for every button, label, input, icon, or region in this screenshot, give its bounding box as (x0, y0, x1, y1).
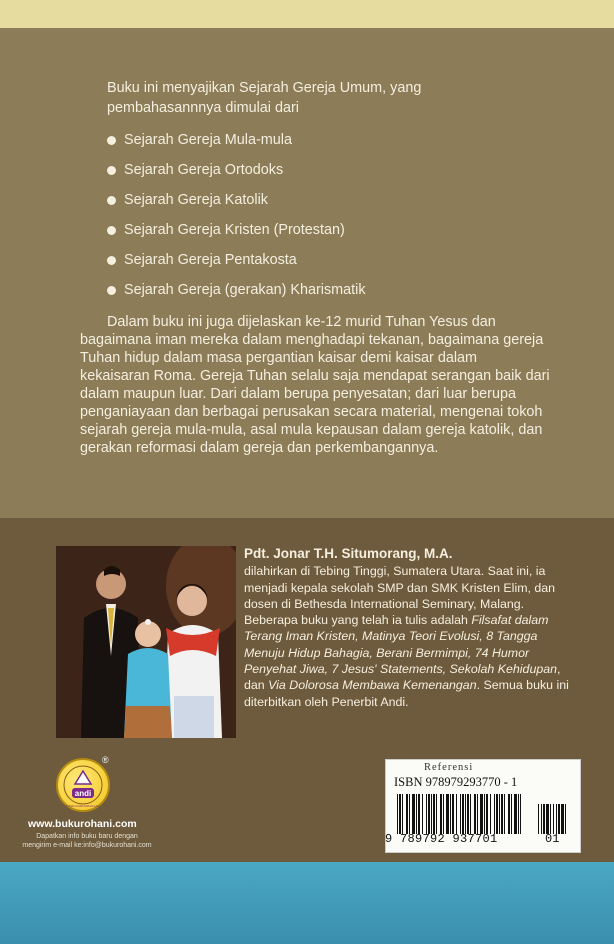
barcode-bar (406, 794, 408, 834)
barcode-bar (431, 794, 432, 834)
barcode-bar (474, 794, 476, 834)
list-item: Sejarah Gereja Ortodoks (107, 160, 366, 190)
website-link[interactable]: www.bukurohani.com (28, 818, 137, 830)
photo-illustration (56, 546, 236, 738)
barcode-bar (550, 804, 551, 834)
barcode-bar (470, 794, 471, 834)
barcode-bar (556, 804, 557, 834)
author-book-list: Filsafat dalam Terang Iman Kristen, Matinya Teori Evolusi, 8 Tangga Menuju Hidup Bahagia, Berani Bermimpi, 74 Humor Penyehat Jiwa, 7 Jesus' Statements, Sekolah Kehidupan (244, 613, 558, 677)
barcode-bar (546, 804, 549, 834)
barcode-bar (436, 794, 437, 834)
barcode-bar (409, 794, 410, 834)
barcode-bar (433, 794, 435, 834)
barcode-bar (465, 794, 466, 834)
barcode-bar (467, 794, 469, 834)
synopsis-body (80, 313, 550, 457)
publisher-logo (56, 758, 110, 812)
author-family-photo (56, 546, 236, 738)
barcode-bar (399, 794, 401, 834)
barcode-bar (460, 794, 461, 834)
barcode-bar (565, 804, 566, 834)
barcode-bar (558, 804, 560, 834)
barcode-bar (494, 794, 495, 834)
bottom-blue-strip (0, 862, 614, 944)
andi-logo-icon (58, 760, 108, 810)
barcode-bar (499, 794, 500, 834)
barcode-bar (511, 794, 512, 834)
list-item: Sejarah Gereja Katolik (107, 190, 366, 220)
barcode-bar (561, 804, 564, 834)
intro-text: Buku ini menyajikan Sejarah Gereja Umum, yang pembahasannnya dimulai dari (107, 80, 422, 116)
barcode-bar (490, 794, 491, 834)
barcode-bar (543, 804, 545, 834)
website-note: Dapatkan info buku baru dengan mengirim e-mail ke:info@bukurohani.com (22, 833, 152, 849)
author-bio (244, 546, 574, 710)
logo-ring-text: KASIH KARUNIA ALLAH (66, 804, 100, 808)
author-bio-text: dilahirkan di Tebing Tinggi, Sumatera Utara. Saat ini, ia menjadi kepala sekolah SMP dan SMK Kristen Elim, dan dosen di Bethesda International Seminary, Malang. Beberapa buku yang telah ia tulis adalah (244, 564, 556, 628)
barcode-number: 9 789792 937701 (385, 832, 498, 846)
barcode-suffix: 01 (545, 832, 560, 846)
barcode-bar (402, 794, 403, 834)
barcode-bar (484, 794, 485, 834)
author-last-book: Via Dolorosa Membawa Kemenangan (268, 678, 477, 693)
barcode-icon (397, 794, 521, 834)
barcode-bar (422, 794, 423, 834)
reference-label: Referensi (424, 762, 474, 773)
registered-mark: ® (102, 755, 109, 765)
isbn-number: ISBN 978979293770 - 1 (394, 775, 518, 789)
barcode-bar (462, 794, 464, 834)
barcode-bar (501, 794, 503, 834)
barcode-bar (504, 794, 505, 834)
barcode-bar (446, 794, 449, 834)
barcode-bar (520, 794, 521, 834)
barcode-bar (538, 804, 539, 834)
author-bio-and: , dan (244, 662, 561, 693)
synopsis-paragraph: Dalam buku ini juga dijelaskan ke-12 murid Tuhan Yesus dan bagaimana iman mereka dalam menghadapi tekanan, bagaimana gereja Tuhan hidup dalam masa pergantian kaisar demi kaisar dalam kekaisaran Roma. Gereja Tuhan selalu saja mendapat serangan baik dari dalam maupun luar. Dari dalam berupa penyesatan; dari luar berupa penganiayaan dan berbagai perusakan secara material, mengenai tokoh sejarah gereja mula-mula, asal mula kepausan dalam gereja katolik, dan gerakan reformasi dalam gereja dan perkembangannya. (80, 314, 550, 456)
barcode-bar (496, 794, 498, 834)
barcode-bar (428, 794, 430, 834)
barcode-bar (416, 794, 417, 834)
barcode-bar (426, 794, 427, 834)
barcode-bar (518, 794, 519, 834)
barcode-bar (440, 794, 442, 834)
barcode-bar (412, 794, 415, 834)
barcode-bar (452, 794, 454, 834)
list-item: Sejarah Gereja Pentakosta (107, 250, 366, 280)
barcode-bar (456, 794, 457, 834)
barcode-bar (480, 794, 483, 834)
author-name: Pdt. Jonar T.H. Situmorang, M.A. (244, 546, 453, 561)
barcode-bar (443, 794, 444, 834)
barcode-bar (508, 794, 510, 834)
top-strip (0, 0, 614, 28)
list-item: Sejarah Gereja Kristen (Protestan) (107, 220, 366, 250)
barcode-bar (553, 804, 554, 834)
list-item: Sejarah Gereja Mula-mula (107, 130, 366, 160)
barcode-bar (541, 804, 542, 834)
barcode-bar (477, 794, 478, 834)
barcode-bar (514, 794, 517, 834)
barcode-addon-icon (538, 804, 568, 834)
barcode-bar (486, 794, 488, 834)
logo-text: andi (74, 789, 92, 798)
barcode-bar (418, 794, 420, 834)
barcode-bar (450, 794, 451, 834)
topic-list (107, 130, 366, 310)
author-bio-end: . Semua buku ini diterbitkan oleh Penerbit Andi. (244, 678, 569, 709)
barcode-bar (397, 794, 398, 834)
list-item: Sejarah Gereja (gerakan) Kharismatik (107, 280, 366, 310)
